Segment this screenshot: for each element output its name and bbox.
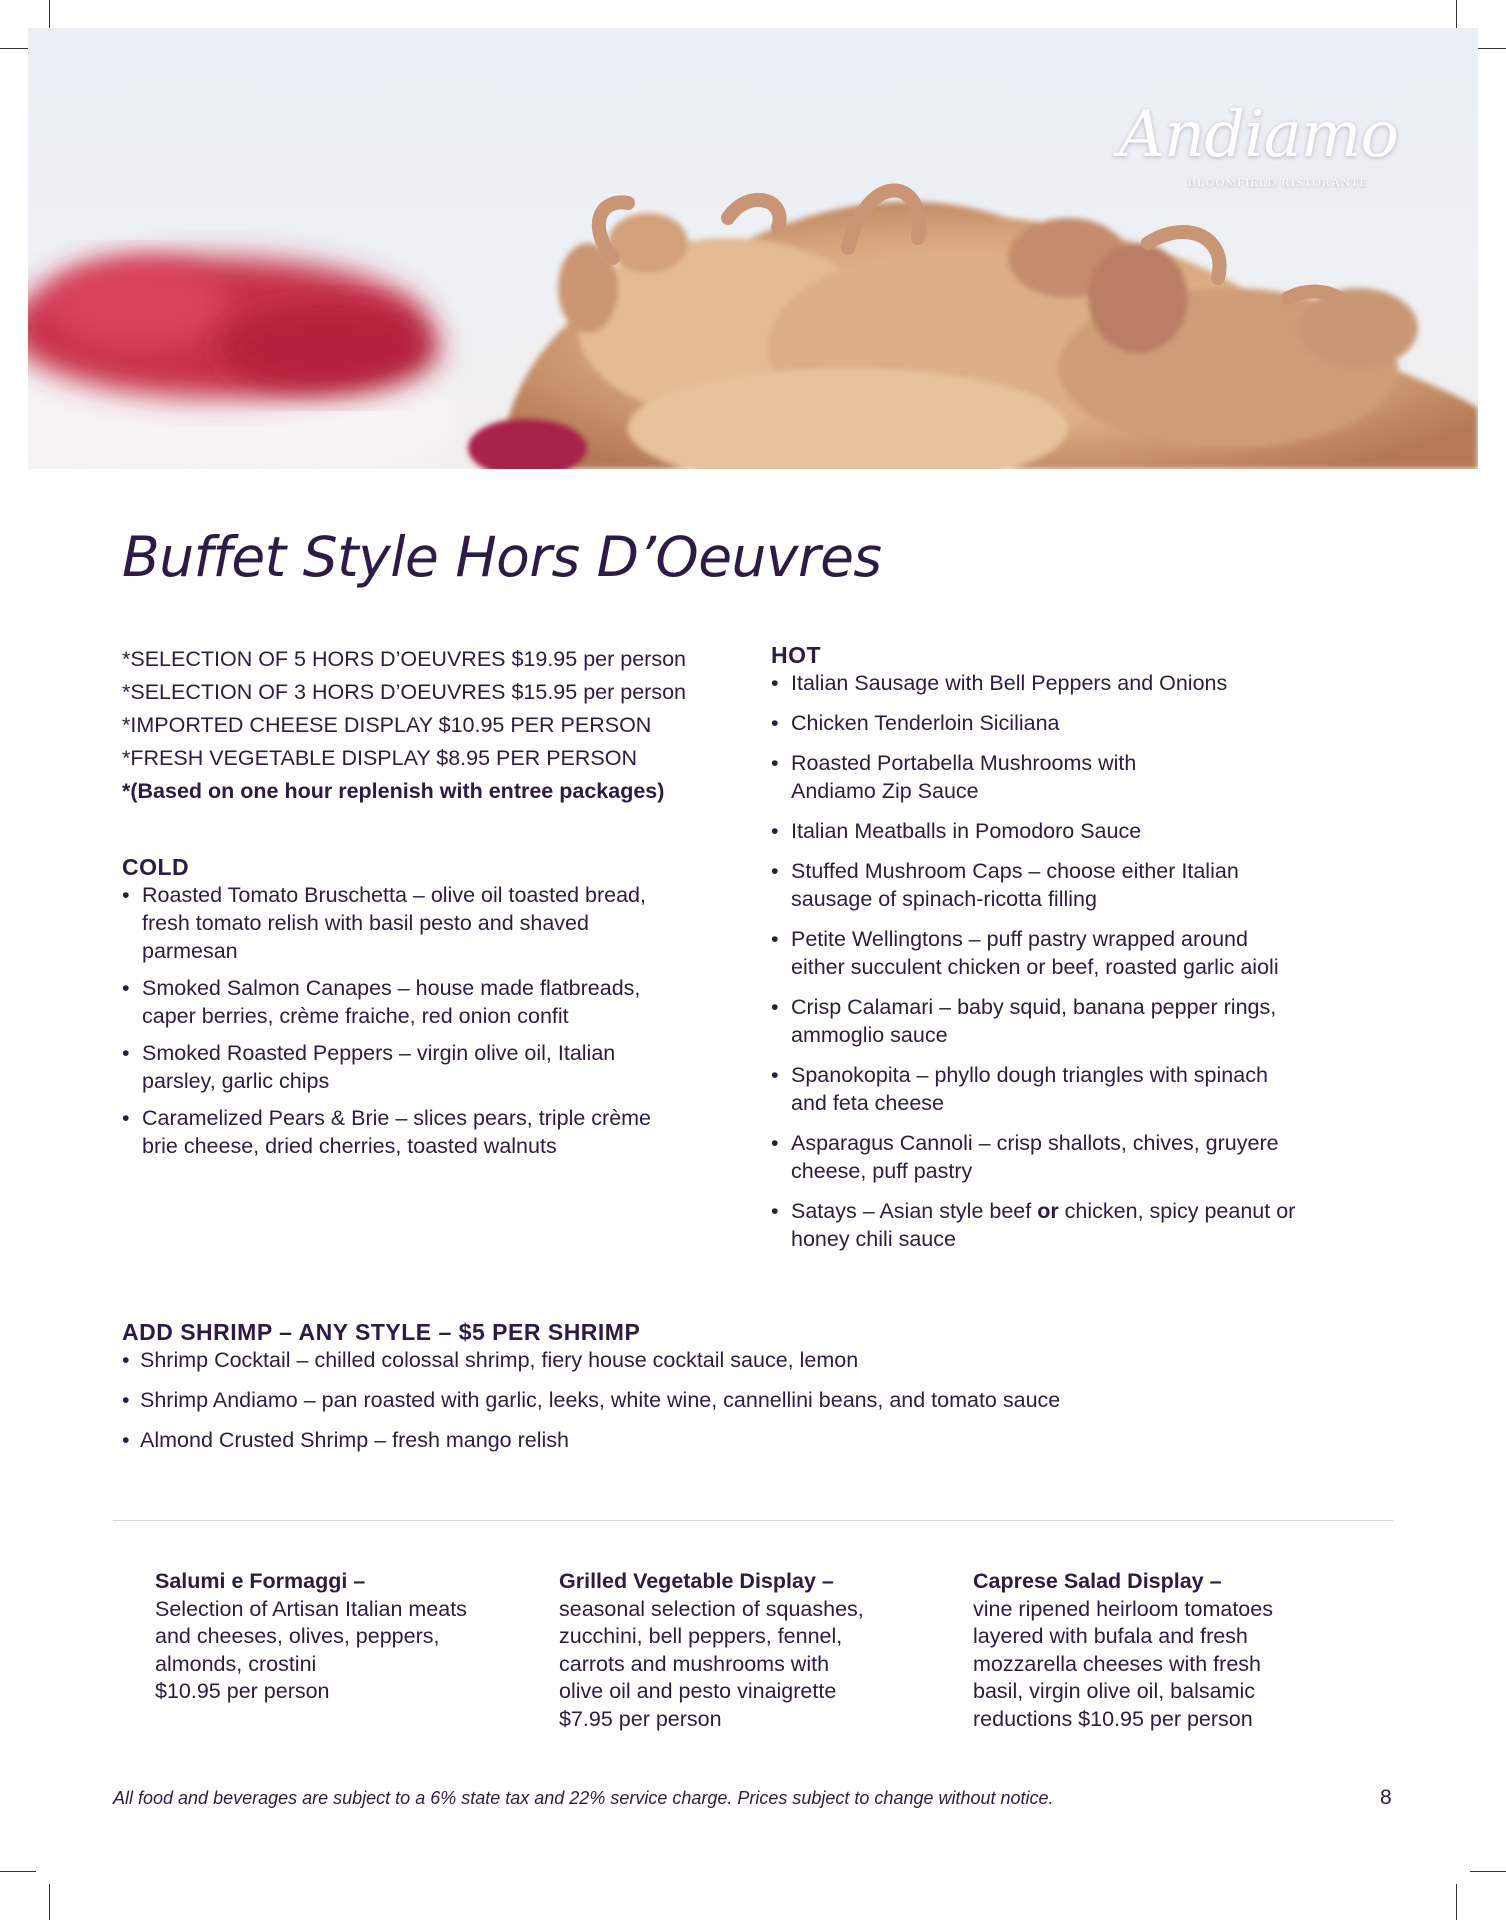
pricing-note: *(Based on one hour replenish with entree packages) xyxy=(122,779,665,803)
item-line: • Smoked Roasted Peppers – virgin olive oil, Italian xyxy=(142,1041,616,1065)
display-heading: Salumi e Formaggi – xyxy=(155,1569,366,1593)
display-line: almonds, crostini xyxy=(155,1651,317,1676)
pricing-block xyxy=(122,643,762,808)
display-line: and cheeses, olives, peppers, xyxy=(155,1624,440,1648)
list-item: • Shrimp Cocktail – chilled colossal shrimp, fiery house cocktail sauce, lemon xyxy=(122,1346,1422,1374)
list-item xyxy=(771,1129,1421,1185)
item-line: parsley, garlic chips xyxy=(142,1069,330,1093)
item-line: • Asparagus Cannoli – crisp shallots, chives, gruyere xyxy=(791,1131,1279,1155)
item-line: • Italian Meatballs in Pomodoro Sauce xyxy=(791,819,1142,843)
display-line: $10.95 per person xyxy=(155,1679,330,1703)
item-line: either succulent chicken or beef, roasted garlic aioli xyxy=(791,955,1279,979)
cold-heading: COLD xyxy=(122,854,190,880)
display-line: Selection of Artisan Italian meats xyxy=(155,1596,467,1621)
list-item xyxy=(122,1104,762,1160)
cold-list xyxy=(122,881,762,1160)
hot-heading: HOT xyxy=(771,642,822,668)
item-line: • Chicken Tenderloin Siciliana xyxy=(791,711,1060,735)
list-item xyxy=(771,669,1421,697)
satays-or: or xyxy=(1037,1199,1059,1223)
display-line: basil, virgin olive oil, balsamic xyxy=(973,1679,1255,1703)
item-line: • Smoked Salmon Canapes – house made flatbreads, xyxy=(142,976,641,1000)
display-salumi xyxy=(155,1568,545,1706)
list-item: • Almond Crusted Shrimp – fresh mango relish xyxy=(122,1426,1422,1454)
item-line: ammoglio sauce xyxy=(791,1023,948,1047)
satays-tail: chicken, spicy peanut or xyxy=(1058,1199,1296,1223)
item-line: fresh tomato relish with basil pesto and shaved xyxy=(142,911,589,935)
display-caprese xyxy=(973,1568,1373,1733)
display-heading: Grilled Vegetable Display – xyxy=(559,1569,834,1593)
item-line: • Stuffed Mushroom Caps – choose either Italian xyxy=(791,859,1239,883)
display-line: reductions $10.95 per person xyxy=(973,1706,1253,1731)
pricing-line: *SELECTION OF 3 HORS D’OEUVRES $15.95 per person xyxy=(122,680,686,704)
logo-name: Andiamo xyxy=(1118,98,1398,172)
display-line: vine ripened heirloom tomatoes xyxy=(973,1596,1273,1621)
list-item xyxy=(771,817,1421,845)
item-line: and feta cheese xyxy=(791,1091,945,1115)
item-line: caper berries, crème fraiche, red onion confit xyxy=(142,1004,569,1028)
page-title: Buffet Style Hors D’Oeuvres xyxy=(122,525,882,589)
item-line: • Caramelized Pears & Brie – slices pears, triple crème xyxy=(142,1106,652,1130)
display-heading: Caprese Salad Display – xyxy=(973,1569,1222,1593)
pricing-line: *SELECTION OF 5 HORS D’OEUVRES $19.95 per person xyxy=(122,647,686,671)
item-line: cheese, puff pastry xyxy=(791,1159,973,1183)
list-item xyxy=(122,974,762,1030)
item-line: Andiamo Zip Sauce xyxy=(791,779,979,803)
pricing-line: *IMPORTED CHEESE DISPLAY $10.95 PER PERSON xyxy=(122,713,652,737)
display-line: carrots and mushrooms with xyxy=(559,1651,830,1676)
page-number: 8 xyxy=(1380,1786,1392,1809)
list-item xyxy=(771,709,1421,737)
list-item: • Shrimp Andiamo – pan roasted with garlic, leeks, white wine, cannellini beans, and tomato sauce xyxy=(122,1386,1422,1414)
shrimp-section xyxy=(122,1318,1422,1466)
item-line xyxy=(791,1197,1421,1225)
display-line: layered with bufala and fresh xyxy=(973,1624,1248,1648)
crop-mark xyxy=(1456,1884,1457,1920)
item-line: parmesan xyxy=(142,939,238,963)
cold-section xyxy=(122,853,762,1169)
item-line: • Italian Sausage with Bell Peppers and Onions xyxy=(791,671,1228,695)
item-line: • Roasted Tomato Bruschetta – olive oil toasted bread, xyxy=(142,883,646,907)
logo-subtitle: BLOOMFIELD RISTORANTE xyxy=(1188,175,1368,189)
list-item xyxy=(771,1197,1421,1253)
list-item xyxy=(122,1039,762,1095)
crop-mark xyxy=(49,1884,50,1920)
item-line: brie cheese, dried cherries, toasted walnuts xyxy=(142,1134,557,1158)
display-grilled-vegetable xyxy=(559,1568,949,1733)
item-line: • Petite Wellingtons – puff pastry wrapped around xyxy=(791,927,1248,951)
list-item xyxy=(771,1061,1421,1117)
display-line: seasonal selection of squashes, xyxy=(559,1596,864,1621)
hot-list xyxy=(771,669,1421,1253)
item-line: • Roasted Portabella Mushrooms with xyxy=(791,751,1137,775)
list-item xyxy=(771,993,1421,1049)
list-item xyxy=(771,925,1421,981)
item-line: honey chili sauce xyxy=(791,1227,956,1251)
hot-section xyxy=(771,641,1421,1265)
footer-disclaimer: All food and beverages are subject to a 6% state tax and 22% service charge. Prices subject to change without notice. xyxy=(113,1788,1054,1808)
hero-food-illustration xyxy=(28,28,1478,469)
shrimp-list xyxy=(122,1346,1422,1454)
crop-mark xyxy=(0,1871,36,1872)
pricing-line: *FRESH VEGETABLE DISPLAY $8.95 PER PERSON xyxy=(122,746,638,770)
list-item xyxy=(771,857,1421,913)
display-line: olive oil and pesto vinaigrette xyxy=(559,1679,837,1703)
crop-mark xyxy=(1470,1871,1506,1872)
brand-logo xyxy=(1118,98,1398,190)
list-item xyxy=(122,881,762,965)
list-item xyxy=(771,749,1421,805)
display-line: zucchini, bell peppers, fennel, xyxy=(559,1624,843,1648)
hero-image xyxy=(28,28,1478,469)
item-line: • Spanokopita – phyllo dough triangles with spinach xyxy=(791,1063,1268,1087)
item-line: sausage of spinach-ricotta filling xyxy=(791,887,1097,911)
item-line: • Crisp Calamari – baby squid, banana pepper rings, xyxy=(791,995,1277,1019)
satays-lead: Satays – Asian style beef xyxy=(791,1199,1038,1223)
display-line: mozzarella cheeses with fresh xyxy=(973,1651,1261,1676)
divider xyxy=(113,1520,1393,1521)
display-line: $7.95 per person xyxy=(559,1706,722,1731)
shrimp-heading: ADD SHRIMP – ANY STYLE – $5 PER SHRIMP xyxy=(122,1319,641,1345)
